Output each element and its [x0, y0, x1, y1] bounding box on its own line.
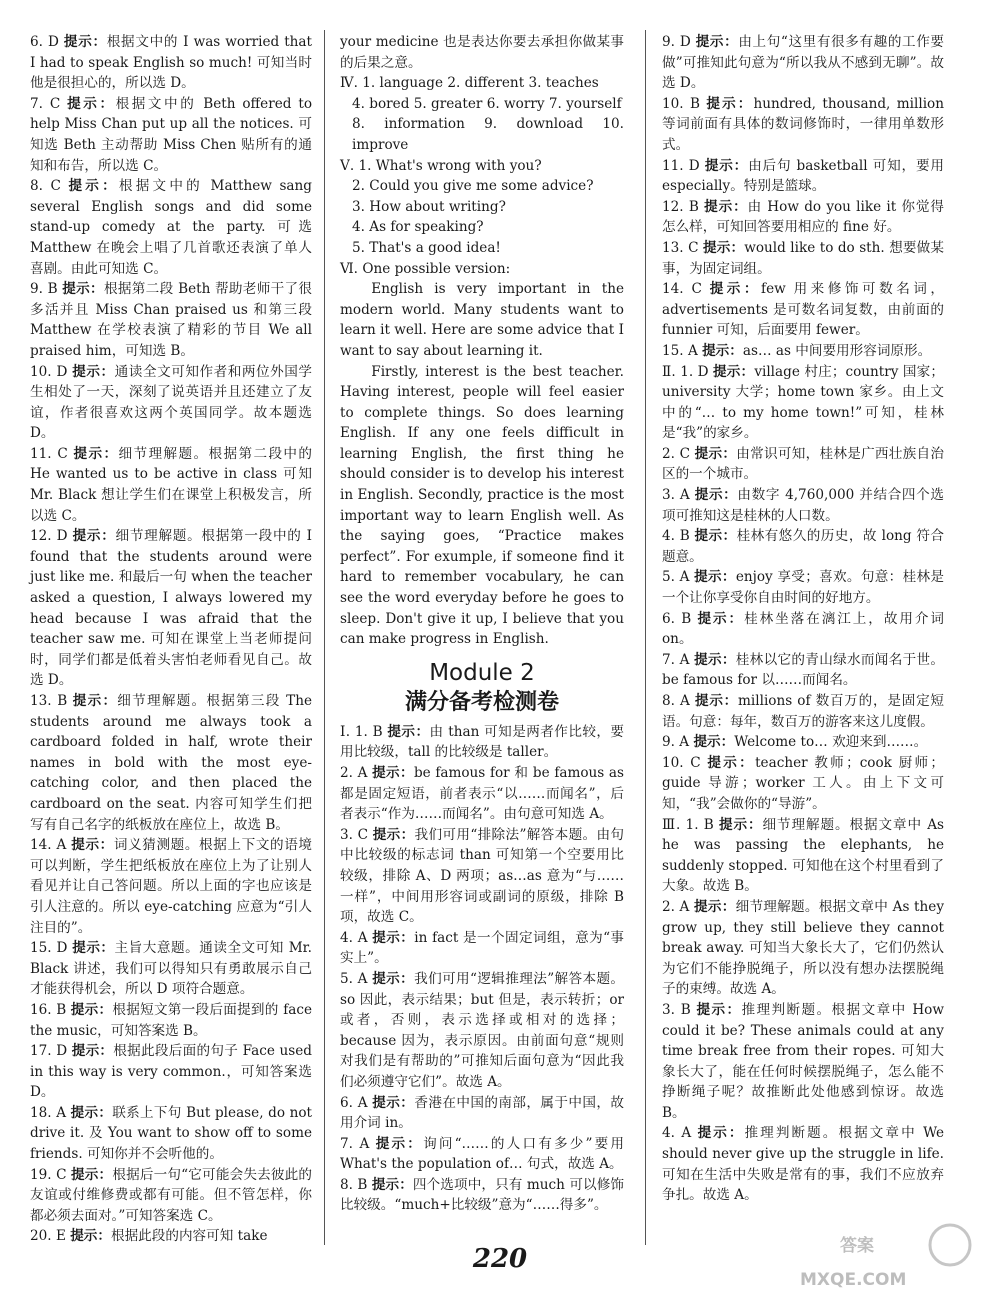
answer-item	[340, 969, 624, 1093]
answer-explanation: 联系上下句 But please, do not drive it. 及 You want to show off to some friends. 可知你并不会听他的。	[30, 1104, 312, 1163]
answer-line: 8. information 9. download 10. improve	[352, 116, 624, 153]
answer-explanation: 根据第二段 Beth 帮助老师干了很多活并且 Miss Chan praised us 和第三段 Matthew 在学校表演了精彩的节目 We all praised him，可知选 B。	[30, 281, 312, 359]
answer-number: 12. B	[662, 198, 699, 215]
hint-label: 提示：	[68, 178, 119, 195]
hint-label: 提示：	[694, 528, 737, 545]
answer-item	[30, 94, 312, 176]
answer-item	[662, 156, 944, 197]
answer-line: 3. How about writing?	[352, 198, 506, 215]
hint-label: 提示：	[372, 929, 415, 946]
hint-label: 提示：	[72, 693, 118, 709]
answer-item	[30, 938, 312, 1000]
answer-number: 12. D	[30, 528, 68, 545]
answer-explanation: 根据短文第一段后面提到的 face the music，可知答案选 B。	[30, 1001, 313, 1039]
answer-item	[30, 32, 312, 94]
answer-explanation: 细节理解题。根据文章中 As he was passing the elephants, he suddenly stopped. 可知他在这个村里看到了大象。故选 B。	[662, 816, 944, 895]
hint-label: 提示：	[702, 342, 743, 359]
answer-number: 8. C	[30, 178, 61, 195]
hint-label: 提示：	[697, 610, 745, 627]
answer-number: 18. A	[30, 1104, 67, 1121]
answer-item	[662, 897, 944, 1000]
answer-number: 5. A	[340, 970, 368, 987]
answer-line: Ⅴ. 1. What's wrong with you?	[340, 157, 542, 174]
answer-number: 16. B	[30, 1001, 67, 1018]
answer-explanation: 由 than 可知是两者作比较，要用比较级，tall 的比较级是 taller。	[340, 723, 625, 761]
answer-item	[662, 362, 944, 444]
column-divider-right	[645, 30, 646, 1245]
answer-explanation: 四个选项中，只有 much 可以修饰比较级。“much+比较级”意为“……得多”。	[340, 1176, 625, 1214]
hint-label: 提示：	[706, 95, 754, 112]
hint-label: 提示：	[694, 569, 736, 586]
answer-item	[662, 279, 944, 341]
answer-item	[662, 1000, 944, 1124]
hint-label: 提示：	[375, 1135, 424, 1152]
answer-number: 10. D	[30, 363, 68, 380]
hint-label: 提示：	[70, 1228, 111, 1245]
answer-explanation: hundred, thousand, million 等词前面有具体的数词修饰时，一律用单数形式。	[662, 95, 944, 153]
module-subtitle: 满分备考检测卷	[404, 689, 559, 715]
answer-item	[662, 32, 944, 94]
answer-explanation: 我们可用“逻辑推理法”解答本题。so 因此，表示结果；but 但是，表示转折；or 或者，否则，表示选择或相对的选择；because 因为，表示原因。由前面句意“规则对我们是有帮助的”可推知后面句意为“因此我们必须遵守它们”。故选 A。	[340, 970, 625, 1090]
answer-explanation: 细节理解题。根据文章中 As they grow up, they still believe they cannot break away. 可知当大象长大了，它们仍然认为它们不能挣脱绳子，所以没有想办法摆脱绳子的束缚。故选 A。	[662, 898, 944, 998]
answer-explanation: 根据此段的内容可知 take	[110, 1228, 268, 1245]
answer-line: 4. As for speaking?	[352, 219, 484, 236]
answer-item	[662, 609, 944, 650]
hint-label: 提示：	[707, 754, 756, 771]
answer-number: 5. A	[662, 569, 690, 586]
answer-number: 3. C	[340, 826, 369, 843]
hint-label: 提示：	[709, 281, 762, 298]
answer-number: 13. C	[662, 239, 699, 256]
answer-line: Firstly, interest is the best teacher. Having interest, people will feel easier to complete things. So does learning English. If any one feels difficult in learning English, the first thing he should consider is to develop his interest in English. Secondly, practice is the most important way to learn English well. As the saying goes, “Practice makes perfect”. For exumple, if someone find it hard to remember vocabulary, he can see the word everyday before he goes to sleep. Don't give it up, I believe that you can make progress in English.	[340, 363, 624, 648]
answer-explanation: few 用来修饰可数名词，advertisements 是可数名词复数，由前面的 funnier 可知，后面要用 fewer。	[662, 281, 945, 339]
answer-item	[662, 753, 944, 815]
answer-item	[30, 1165, 312, 1227]
hint-label: 提示：	[371, 1176, 413, 1193]
answer-explanation: be famous for 和 be famous as 都是固定短语，前者表示“以……而闻名”，后者表示“作为……而闻名”。由句意可知选 A。	[340, 765, 625, 823]
svg-text:MXQE.COM: MXQE.COM	[800, 1270, 907, 1290]
hint-label: 提示：	[694, 487, 738, 504]
answer-item	[662, 341, 944, 362]
answer-number: 9. D	[662, 34, 691, 50]
hint-label: 提示：	[718, 816, 763, 833]
module2-answers	[340, 722, 624, 1216]
answer-explanation: 细节理解题。根据第三段 The students around me always took a cardboard folded in half, wrote their names in bold with the most eye-catching color, and then placed the cardboard on the seat. 内容可知学生们把写有自己名字的纸板放在座位上，故选 B。	[30, 693, 313, 833]
hint-label: 提示：	[372, 826, 415, 843]
answer-number: 7. A	[662, 651, 690, 668]
answer-item	[30, 444, 312, 526]
left-column	[30, 32, 312, 1247]
answer-number: 17. D	[30, 1043, 68, 1060]
answer-explanation: 由上句“这里有很多有趣的工作要做”可推知此句意为“所以我从不感到无聊”。故选 D。	[662, 34, 945, 92]
answer-item	[662, 815, 944, 897]
answer-item	[662, 485, 944, 526]
watermark-logo	[800, 1215, 980, 1293]
column-divider-left	[324, 30, 325, 1245]
answer-item	[340, 928, 624, 969]
answer-explanation: 由数字 4,760,000 并结合四个选项可推知这是桂林的人口数。	[662, 487, 944, 524]
hint-label: 提示：	[372, 970, 415, 987]
answer-explanation: 根据文中的 Beth offered to help Miss Chan put up all the notices. 可知选 Beth 主动帮助 Miss Chen 贴所有的通知和布告，所以选 C。	[30, 95, 312, 174]
answer-number: 3. B	[662, 1001, 691, 1018]
answer-number: 14. C	[662, 281, 702, 298]
answer-item	[662, 197, 944, 238]
answer-item	[662, 1123, 944, 1205]
hint-label: 提示：	[704, 198, 748, 215]
svg-text:答案: 答案	[840, 1236, 874, 1256]
answer-explanation: 桂林坐落在漓江上，故用介词 on。	[662, 610, 945, 648]
answer-item	[340, 1134, 624, 1175]
hint-label: 提示：	[71, 837, 114, 854]
hint-label: 提示：	[694, 651, 736, 668]
answer-number: 4. A	[340, 929, 368, 946]
answer-explanation: 通读全文可知作者和两位外国学生相处了一天，深刻了说英语并且还建立了友谊，作者很喜欢这两个英国同学。故本题选 D。	[30, 363, 313, 442]
hint-label: 提示：	[72, 528, 116, 545]
answer-number: 8. A	[662, 693, 690, 709]
answer-explanation: 细节理解题。根据第一段中的 I found that the students around were just like me. 和最后一句 when the teacher asked a question, I always lowered my head because I was afraid that the teacher saw me. 可知在课堂上当老师提问时，同学们都是低着头害怕老师看见自己。故选 D。	[30, 528, 312, 689]
hint-label: 提示：	[697, 1125, 745, 1142]
answer-number: 13. B	[30, 693, 68, 709]
answer-explanation: 细节理解题。根据第二段中的 He wanted us to be active in class 可知 Mr. Black 想让学生们在课堂上积极发言，所以选 C。	[30, 445, 313, 524]
hint-label: 提示：	[702, 239, 745, 256]
answer-explanation: would like to do sth. 想要做某事，为固定词组。	[662, 239, 945, 277]
answer-explanation: 推理判断题。根据文章中 How could it be? These animals could at any time break free from their ropes. 可知大象长大了，能在任何时候摆脱绳子，怎么能不挣断绳子呢？故推断此处他感到惊讶。故选 B。	[662, 1001, 945, 1121]
middle-column	[340, 32, 624, 1216]
answer-line: 4. bored 5. greater 6. worry 7. yourself	[352, 95, 622, 112]
module-title: Module 2	[429, 659, 535, 686]
answer-item	[662, 691, 944, 732]
answer-number: Ⅱ. 1. D	[662, 363, 709, 380]
answer-item	[662, 732, 944, 753]
hint-label: 提示：	[71, 1043, 114, 1060]
answer-explanation: teacher 教师；cook 厨师；guide 导游；worker 工人。由上下文可知，“我”会做你的“导游”。	[662, 754, 945, 812]
answer-explanation: 根据后一句“它可能会失去彼此的友谊或付维修费或都有可能。但不管怎样，你都必须去面对。”可知答案选 C。	[30, 1166, 313, 1224]
hint-label: 提示：	[372, 1094, 415, 1111]
answer-line: Ⅵ. One possible version:	[340, 260, 511, 277]
answer-number: 4. B	[662, 528, 690, 545]
answer-explanation: as… as 中间要用形容词原形。	[742, 342, 932, 359]
answer-number: Ⅰ. 1. B	[340, 723, 383, 740]
answer-number: 14. A	[30, 837, 67, 854]
answer-explanation: 桂林有悠久的历史，故 long 符合题意。	[662, 528, 944, 565]
answer-item	[662, 567, 944, 608]
answer-explanation: Welcome to… 欢迎来到……。	[734, 734, 928, 751]
answer-explanation: 香港在中国的南部，属于中国，故用介词 in。	[340, 1094, 625, 1132]
answer-explanation: 词义猜测题。根据上下文的语境可以判断，学生把纸板放在座位上为了让别人看见并让自己答问题。所以上面的字也应该是引人注意的。所以 eye-catching 应意为“引人注目的”。	[30, 837, 312, 936]
answer-line: 2. Could you give me some advice?	[352, 178, 594, 195]
hint-label: 提示：	[713, 363, 755, 380]
answer-number: 3. A	[662, 487, 690, 504]
answer-number: Ⅲ. 1. B	[662, 816, 714, 833]
answer-explanation: 根据文中的 Matthew sang several English songs and did some stand-up comedy at the party. 可选 Matthew 在晚会上唱了几首歌还表演了单人喜剧。由此可知选 C。	[30, 178, 312, 277]
answer-number: 6. A	[340, 1094, 368, 1111]
answer-number: 9. A	[662, 734, 690, 751]
answer-item	[340, 722, 624, 763]
hint-label: 提示：	[696, 1001, 742, 1018]
answer-item	[340, 763, 624, 825]
answer-item	[30, 1041, 312, 1103]
hint-label: 提示：	[72, 363, 115, 380]
answer-explanation: 推理判断题。根据文章中 We should never give up the struggle in life. 可知在生活中失败是常有的事，我们不应放弃争扎。故选 A。	[662, 1125, 945, 1204]
answer-item	[30, 691, 312, 835]
answer-explanation: 主旨大意题。通读全文可知 Mr. Black 讲述，我们可以得知只有勇敢展示自己才能获得机会，所以 D 项符合题意。	[30, 940, 312, 998]
answer-number: 19. C	[30, 1166, 67, 1183]
answer-item	[662, 238, 944, 279]
module1-tail-answers	[340, 32, 624, 650]
answer-number: 8. B	[340, 1176, 368, 1193]
answer-item	[30, 1000, 312, 1041]
answer-line: 5. That's a good idea!	[352, 239, 501, 256]
answer-item	[662, 94, 944, 156]
answer-line: Ⅳ. 1. language 2. different 3. teaches	[340, 75, 599, 92]
answer-explanation: 由后句 basketball 可知，要用 especially。特别是篮球。	[662, 157, 945, 195]
answer-explanation: village 村庄；country 国家；university 大学；home town 家乡。由上文中的“… to my home town!”可知，桂林是“我”的家乡。	[662, 363, 944, 442]
answer-explanation: 由 How do you like it 你觉得怎么样，可知回答要用相应的 fine 好。	[662, 198, 944, 236]
answer-item	[30, 362, 312, 444]
answer-explanation: enjoy 享受；喜欢。句意：桂林是一个让你享受你自由时间的好地方。	[662, 569, 945, 607]
hint-label: 提示：	[693, 898, 736, 915]
answer-explanation: millions of 数百万的，是固定短语。句意：每年，数百万的游客来这儿度假。	[662, 693, 945, 730]
hint-label: 提示：	[694, 445, 737, 462]
hint-label: 提示：	[63, 34, 107, 50]
answer-item	[340, 825, 624, 928]
hint-label: 提示：	[695, 34, 739, 50]
answer-explanation: 根据文中的 I was worried that I had to speak English so much! 可知当时他是很担心的，所以选 D。	[30, 34, 312, 92]
answer-number: 10. C	[662, 754, 701, 771]
answer-number: 4. A	[662, 1125, 692, 1142]
answer-number: 15. D	[30, 940, 68, 957]
answer-explanation: 桂林以它的青山绿水而闻名于世。be famous for 以……而闻名。	[662, 651, 945, 689]
answer-number: 2. C	[662, 445, 690, 462]
hint-label: 提示：	[70, 1104, 113, 1121]
hint-label: 提示：	[704, 157, 749, 174]
answer-item	[340, 1093, 624, 1134]
answer-number: 11. D	[662, 157, 700, 174]
answer-item	[340, 1175, 624, 1216]
answer-explanation: in fact 是一个固定词组，意为“事实上”。	[340, 929, 625, 967]
answer-item	[30, 526, 312, 691]
answer-item	[662, 444, 944, 485]
answer-line: your medicine 也是表达你要去承担你做某事的后果之意。	[340, 34, 624, 71]
hint-label: 提示：	[387, 723, 430, 740]
answer-item	[662, 650, 944, 691]
answer-explanation: 询问“……的人口有多少”要用 What's the population of… 句式，故选 A。	[340, 1135, 624, 1173]
answer-explanation: 我们可用“排除法”解答本题。由句中比较级的标志词 than 可知第一个空要用比较级，排除 A、D 两项；as…as 意为“与……一样”，中间用形容词或副词的原级，排除 B 项，故选 C。	[340, 826, 624, 926]
hint-label: 提示：	[693, 734, 735, 751]
hint-label: 提示：	[73, 445, 119, 462]
hint-label: 提示：	[70, 1001, 113, 1018]
answer-number: 20. E	[30, 1228, 66, 1245]
page-number: 220	[472, 1244, 528, 1274]
answer-line: English is very important in the modern world. Many students want to learn it well. Here are some advice that I want to say about learning it.	[340, 281, 624, 359]
hint-label: 提示：	[62, 281, 104, 298]
answer-number: 10. B	[662, 95, 701, 112]
answer-item	[662, 526, 944, 567]
answer-number: 2. A	[662, 898, 690, 915]
answer-number: 6. D	[30, 34, 59, 50]
answer-number: 11. C	[30, 445, 68, 462]
answer-number: 2. A	[340, 765, 368, 781]
answer-item	[30, 279, 312, 361]
answer-number: 6. B	[662, 610, 692, 627]
answer-explanation: 由常识可知，桂林是广西壮族自治区的一个城市。	[662, 445, 945, 483]
hint-label: 提示：	[372, 765, 414, 781]
hint-label: 提示：	[694, 693, 739, 709]
answer-item	[30, 176, 312, 279]
right-column	[662, 32, 944, 1206]
answer-number: 9. B	[30, 281, 58, 298]
answer-explanation: 根据此段后面的句子 Face used in this way is very common.，可知答案选 D。	[30, 1043, 312, 1101]
module-heading	[340, 658, 624, 718]
hint-label: 提示：	[72, 940, 115, 957]
hint-label: 提示：	[71, 1166, 113, 1183]
answer-item	[30, 835, 312, 938]
answer-number: 15. A	[662, 342, 698, 359]
hint-label: 提示：	[67, 95, 116, 112]
answer-item	[30, 1103, 312, 1165]
answer-number: 7. A	[340, 1135, 370, 1152]
answer-number: 7. C	[30, 95, 61, 112]
